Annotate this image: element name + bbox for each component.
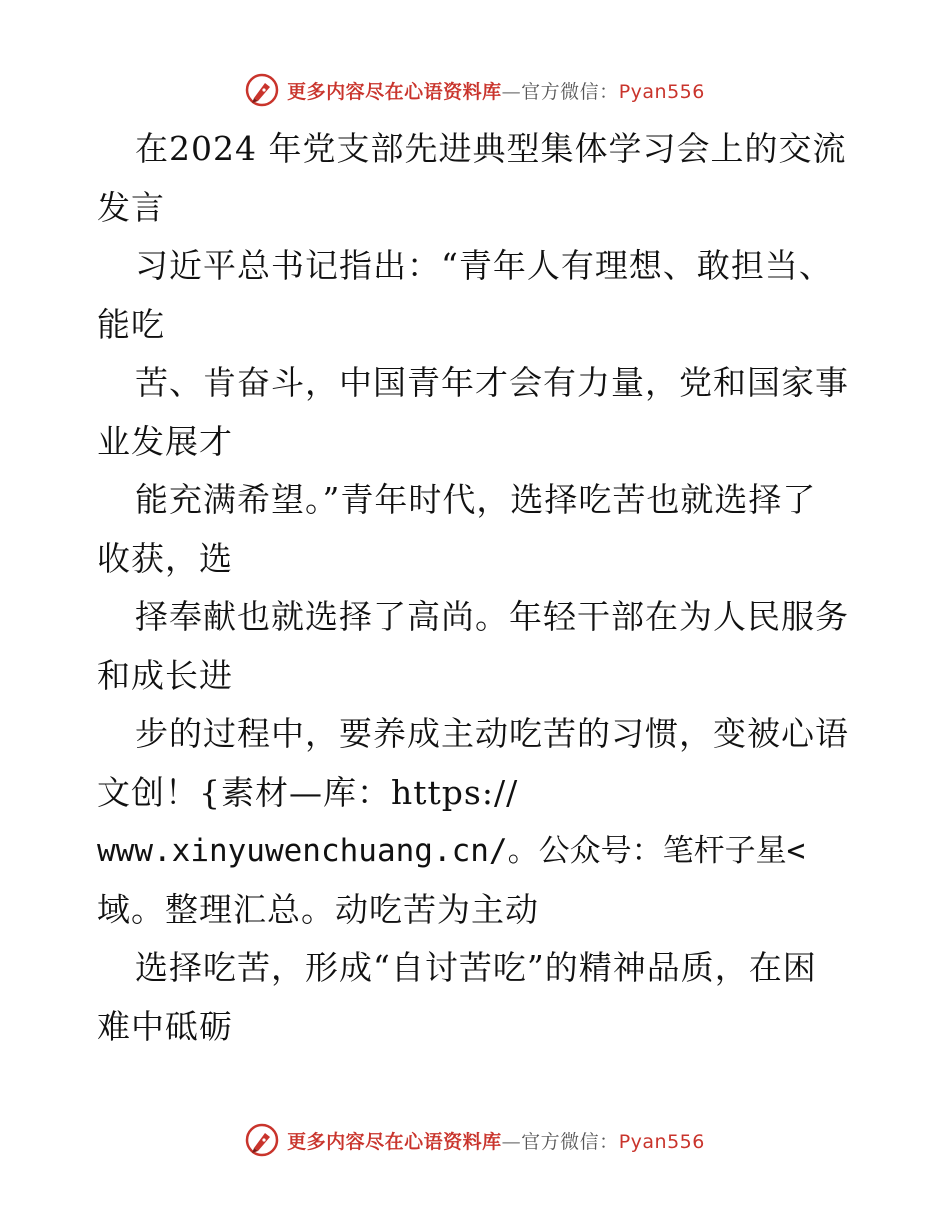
doc-line-14: 域。整理汇总。动吃苦为主动 xyxy=(97,889,539,929)
header-wechat-label: 官方微信： xyxy=(521,80,619,103)
footer-banner[interactable] xyxy=(0,1120,950,1160)
doc-line-7: 能充满希望。”青年时代，选择吃苦也就选择了 xyxy=(135,480,817,519)
pen-nib-logo-icon xyxy=(245,1123,279,1157)
header-wechat-id: Pyan556 xyxy=(618,80,705,103)
document-body xyxy=(97,120,857,1056)
doc-line-4: 能吃 xyxy=(97,304,165,344)
doc-line-11: 步的过程中，要养成主动吃苦的习惯，变被心语 xyxy=(135,714,849,753)
header-banner[interactable] xyxy=(0,70,950,110)
doc-line-2: 发言 xyxy=(97,187,165,227)
pen-nib-logo-icon xyxy=(245,73,279,107)
doc-line-9: 择奉献也就选择了高尚。年轻干部在为人民服务 xyxy=(135,597,849,636)
doc-line-3: 习近平总书记指出：“青年人有理想、敢担当、 xyxy=(135,246,833,285)
doc-line-16: 难中砥砺 xyxy=(97,1006,233,1046)
doc-line-13: www.xinyuwenchuang.cn/。公众号：笔杆子星< xyxy=(97,833,806,869)
header-banner-dash: — xyxy=(501,80,522,103)
doc-line-6: 业发展才 xyxy=(97,421,233,461)
footer-banner-text xyxy=(287,1127,705,1154)
footer-banner-main: 更多内容尽在心语资料库 xyxy=(287,1130,502,1153)
doc-line-1: 在2024 年党支部先进典型集体学习会上的交流 xyxy=(135,129,847,168)
footer-wechat-label: 官方微信： xyxy=(521,1130,619,1153)
doc-line-5: 苦、肯奋斗，中国青年才会有力量，党和国家事 xyxy=(135,363,849,402)
header-banner-main: 更多内容尽在心语资料库 xyxy=(287,80,502,103)
doc-line-12: 文创！{素材—库：https:// xyxy=(97,772,519,812)
doc-line-8: 收获，选 xyxy=(97,538,233,578)
header-banner-text xyxy=(287,77,705,104)
footer-wechat-id: Pyan556 xyxy=(618,1130,705,1153)
doc-line-15: 选择吃苦，形成“自讨苦吃”的精神品质，在困 xyxy=(135,948,817,987)
doc-line-10: 和成长进 xyxy=(97,655,233,695)
footer-banner-dash: — xyxy=(501,1130,522,1153)
